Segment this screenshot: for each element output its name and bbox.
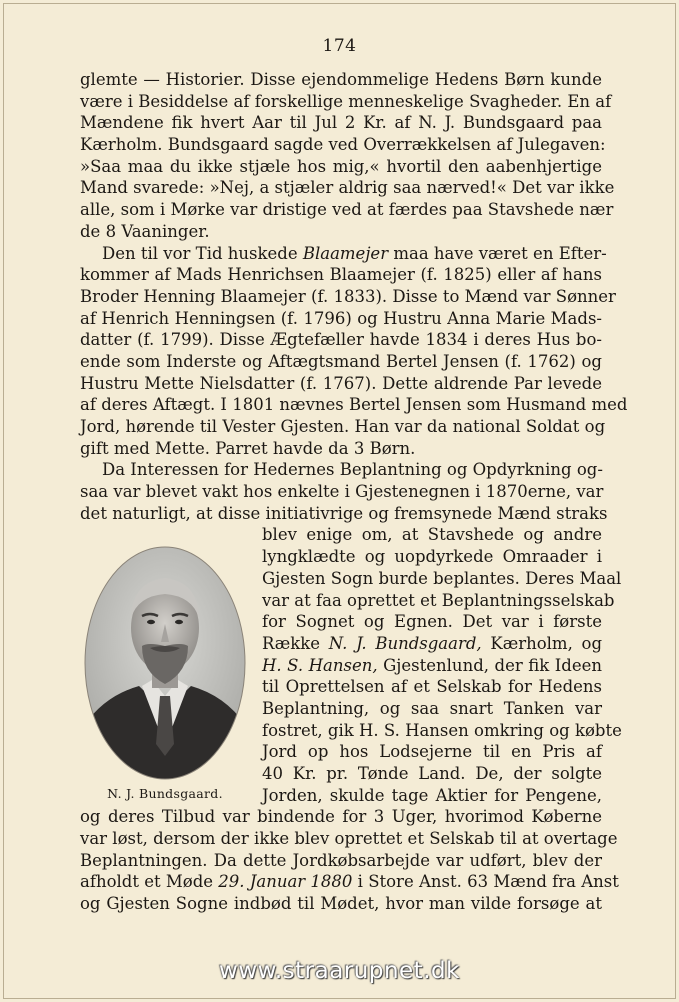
text-line: alle, som i Mørke var dristige ved at færdes paa Stavshede nær [80,200,614,220]
text-line: afholdt et Møde 29. Januar 1880 i Store Anst. 63 Mænd fra Anst [80,872,619,892]
text-line: være i Besiddelse af forskellige menneskelige Svagheder. En af [80,91,612,111]
text-line: Mand svarede: »Nej, a stjæler aldrig saa nærved!« Det var ikke [80,178,615,198]
text-line: saa var blevet vakt hos enkelte i Gjestenegnen i 1870erne, var [80,482,604,502]
text-line: til Oprettelsen af et Selskab for Hedens [262,677,602,697]
text-line: Række N. J. Bundsgaard, Kærholm, og [262,633,602,653]
text-line: Broder Henning Blaamejer (f. 1833). Disse to Mænd var Sønner [80,286,616,306]
text-line: Beplantningen. Da dette Jordkøbsarbejde var udført, blev der [80,850,602,870]
text-line: »Saa maa du ikke stjæle hos mig,« hvortil den aabenhjertige [80,156,602,176]
text-line: gift med Mette. Parret havde da 3 Børn. [80,438,416,458]
italic-name: H. S. Hansen, [262,655,378,675]
text-line: Jord, hørende til Vester Gjesten. Han var da national Soldat og [80,417,606,436]
italic-date: 29. Januar 1880 [218,872,353,892]
text-line: fostret, gik H. S. Hansen omkring og købte [262,720,622,740]
text-line: de 8 Vaaninger. [80,221,210,241]
italic-name: Blaamejer [302,243,389,263]
text-line: H. S. Hansen, Gjestenlund, der fik Ideen [262,655,602,675]
text-line: ende som Inderste og Aftægtsmand Bertel Jensen (f. 1762) og [80,351,602,371]
italic-name: N. J. Bundsgaard, [328,633,482,653]
portrait-caption: N. J. Bundsgaard. [107,786,223,801]
text-line: og deres Tilbud var bindende for 3 Uger, hvorimod Køberne [80,807,602,827]
text-line: 40 Kr. pr. Tønde Land. De, der solgte [262,764,602,783]
text-line: var løst, dersom der ikke blev oprettet et Selskab til at overtage [80,829,618,849]
portrait-photo [84,546,246,780]
text-line: kommer af Mads Henrichsen Blaamejer (f. 1825) eller af hans [80,265,602,285]
text-line: Den til vor Tid huskede Blaamejer maa have været en Efter- [102,243,607,263]
text-line: blev enige om, at Stavshede og andre [262,525,602,545]
text-line: det naturligt, at disse initiativrige og fremsynede Mænd straks [80,503,608,523]
text-line: og Gjesten Sogne indbød til Mødet, hvor man vilde forsøge at [80,894,602,914]
text-line: Jord op hos Lodsejerne til en Pris af [262,742,602,762]
text-line: Mændene fik hvert Aar til Jul 2 Kr. af N. J. Bundsgaard paa [80,113,602,133]
text-line: for Sognet og Egnen. Det var i første [262,612,602,632]
text-line: var at faa oprettet et Beplantningsselskab [262,590,615,610]
text-line: af Henrich Henningsen (f. 1796) og Hustru Anna Marie Mads- [80,308,602,328]
text-line: Hustru Mette Nielsdatter (f. 1767). Dette aldrende Par levede [80,373,602,393]
text-line: Jorden, skulde tage Aktier for Pengene, [262,785,602,805]
text-line: glemte — Historier. Disse ejendommelige Hedens Børn kunde [80,70,602,89]
portrait-image [84,546,246,780]
text-line: Gjesten Sogn burde beplantes. Deres Maal [262,568,622,588]
text-line: datter (f. 1799). Disse Ægtefæller havde 1834 i deres Hus bo- [80,330,602,350]
text-line: Da Interessen for Hedernes Beplantning og Opdyrkning og- [102,460,603,480]
text-line: af deres Aftægt. I 1801 nævnes Bertel Jensen som Husmand med [80,395,628,415]
page-number: 174 [322,36,357,56]
text-line: Kærholm. Bundsgaard sagde ved Overrækkelsen af Julegaven: [80,135,606,155]
text-line: lyngklædte og uopdyrkede Omraader i [262,547,602,567]
text-line: Beplantning, og saa snart Tanken var [262,698,602,718]
watermark-text: www.straarupnet.dk [219,958,460,984]
